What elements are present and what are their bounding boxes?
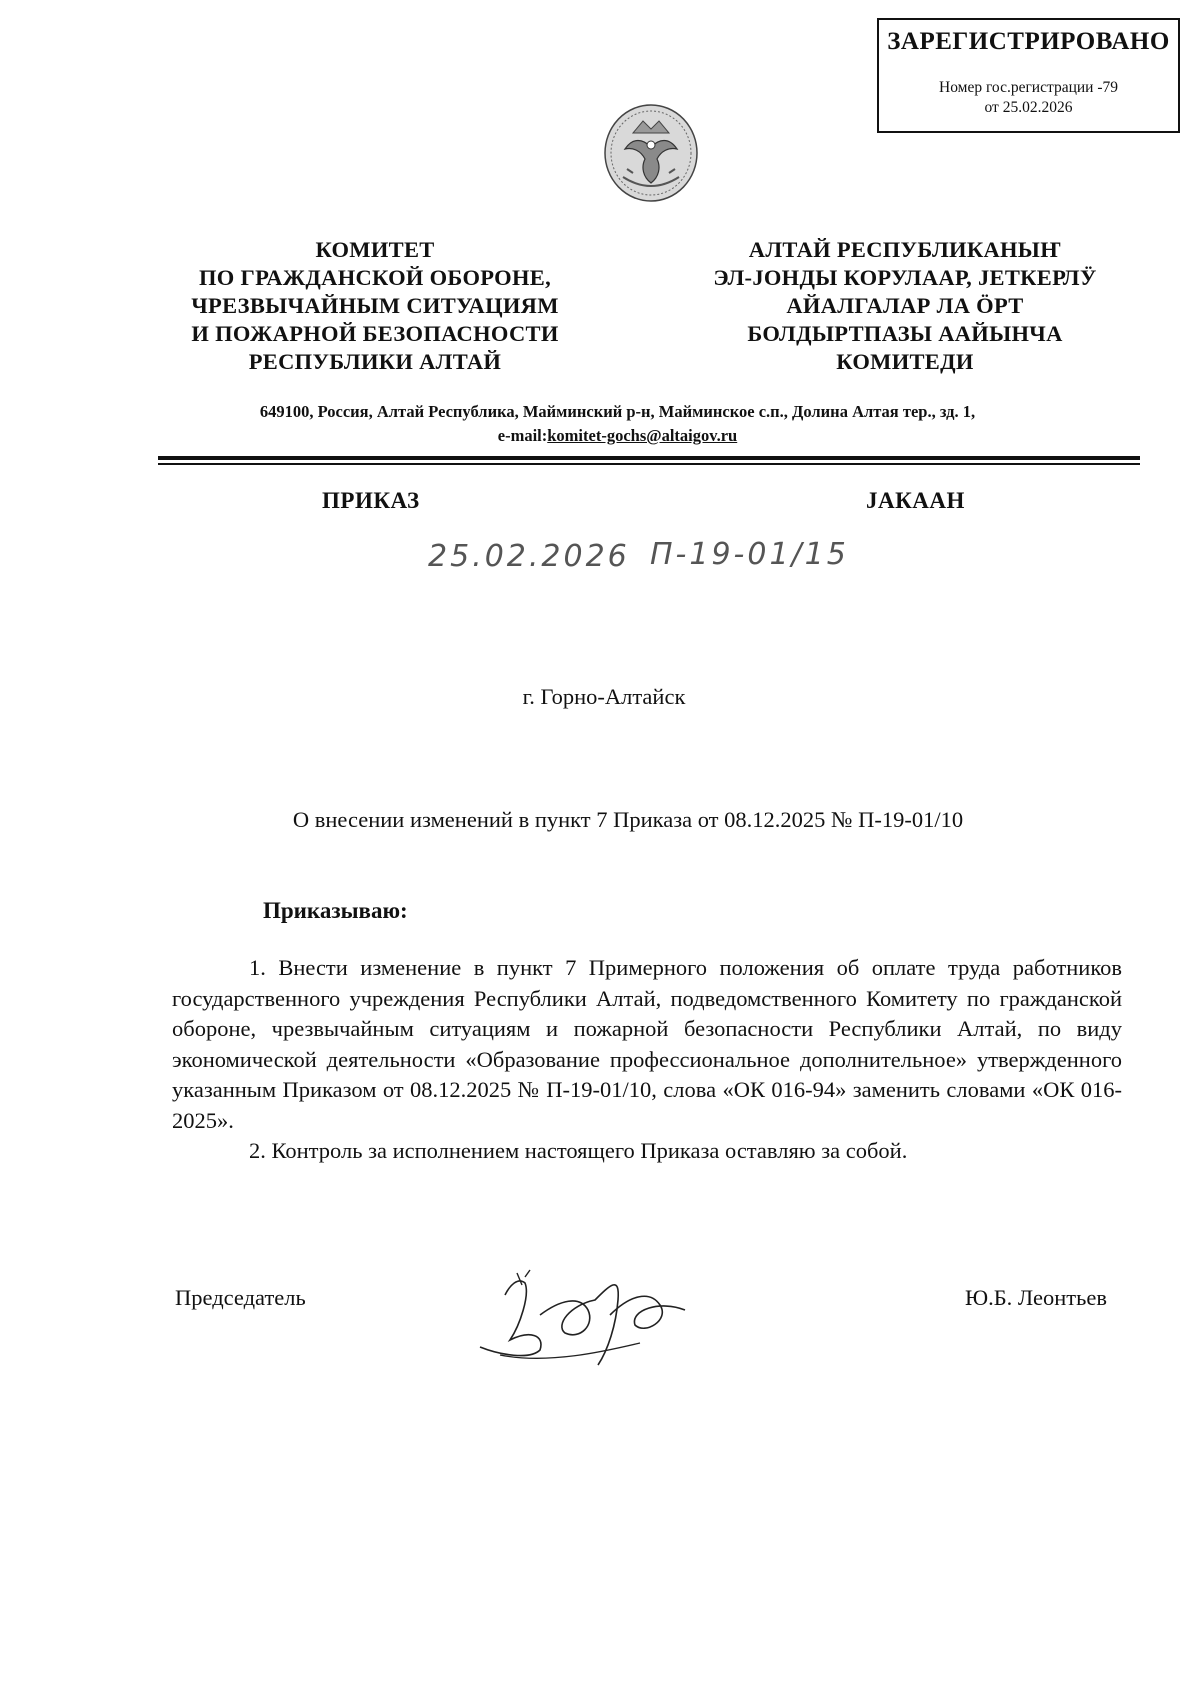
city: г. Горно-Алтайск — [522, 684, 686, 709]
handwritten-signature — [470, 1255, 710, 1375]
header-left-line: ПО ГРАЖДАНСКОЙ ОБОРОНЕ, — [198, 265, 552, 290]
order-subject: О внесении изменений в пункт 7 Приказа от 08.12.2025 № П-19-01/10 — [292, 807, 964, 832]
order-title-alt: ЈАКААН — [866, 488, 965, 513]
registration-stamp — [877, 18, 1180, 133]
header-right-line: АЙАЛГАЛАР ЛА ӦРТ — [786, 293, 1024, 318]
email-line — [150, 424, 1085, 448]
header-org-name-ru — [160, 236, 590, 376]
address-block — [150, 400, 1085, 448]
orders-heading: Приказываю: — [263, 898, 408, 923]
stamp-registration-number: Номер гос.регистрации -79 — [939, 79, 1118, 96]
order-paragraph: 1. Внести изменение в пункт 7 Примерного положения об оплате труда работников государственного учреждения Республики Алтай, подведомственного Комитету по гражданской обороне, чрезвычайным ситуациям и пожарной безопасности Республики Алтай, по виду экономической деятельности «Образование профессиональное дополнительное» утвержденного указанным Приказом от 08.12.2025 № П-19-01/10, слова «ОК 016-94» заменить словами «ОК 016-2025». — [172, 955, 1122, 1133]
header-divider-thin — [158, 463, 1140, 465]
email-label: e-mail: — [497, 426, 548, 445]
header-left-line: ЧРЕЗВЫЧАЙНЫМ СИТУАЦИЯМ — [191, 293, 559, 318]
signatory-name: Ю.Б. Леонтьев — [965, 1285, 1108, 1310]
stamp-title: ЗАРЕГИСТРИРОВАНО — [887, 28, 1170, 55]
handwritten-date-number — [420, 528, 860, 578]
header-org-name-alt — [690, 236, 1120, 376]
header-divider-thick — [158, 456, 1140, 460]
header-left-line: КОМИТЕТ — [315, 237, 435, 262]
order-paragraph: 2. Контроль за исполнением настоящего Приказа оставляю за собой. — [249, 1138, 908, 1163]
header-right-line: ЭЛ-ЈОНДЫ КОРУЛААР, ЈЕТКЕРЛӰ — [713, 265, 1097, 290]
stamp-date: от 25.02.2026 — [984, 99, 1073, 116]
order-title-ru: ПРИКАЗ — [322, 488, 420, 513]
altai-republic-emblem-icon — [603, 103, 699, 203]
address-line: 649100, Россия, Алтай Республика, Майминский р-н, Майминское с.п., Долина Алтая тер., зд. 1, — [259, 402, 976, 421]
header-right-line: АЛТАЙ РЕСПУБЛИКАНЫҤ — [748, 237, 1062, 262]
handwritten-number: П-19-01/15 — [650, 537, 849, 572]
header-right-line: КОМИТЕДИ — [836, 349, 974, 374]
email-link[interactable]: komitet-gochs@altaigov.ru — [547, 426, 738, 445]
header-left-line: РЕСПУБЛИКИ АЛТАЙ — [248, 349, 502, 374]
order-body — [172, 953, 1122, 1167]
handwritten-date: 25.02.2026 — [428, 539, 630, 574]
signatory-role: Председатель — [175, 1285, 306, 1310]
header-left-line: И ПОЖАРНОЙ БЕЗОПАСНОСТИ — [191, 321, 559, 346]
header-right-line: БОЛДЫРТПАЗЫ ААЙЫНЧА — [747, 321, 1063, 346]
